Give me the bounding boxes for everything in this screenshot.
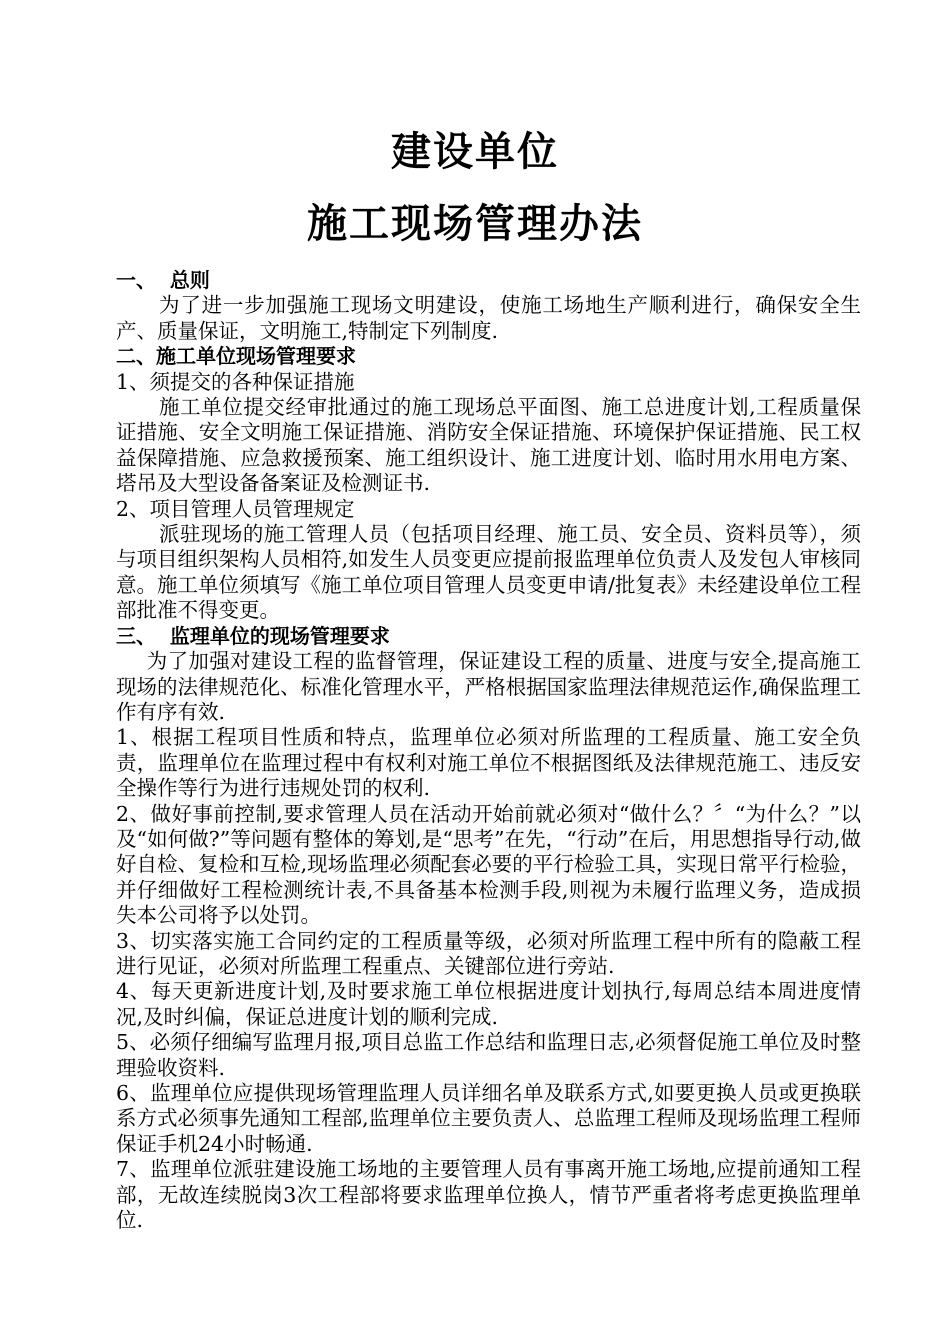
paragraph-supervision-intro: 为了加强对建设工程的监督管理，保证建设工程的质量、进度与安全,提高施工现场的法律规范化、标准化管理水平，严格根据国家监理法律规范运作,确保监理工作有序有效. <box>116 649 861 724</box>
doc-title-line2: 施工现场管理办法 <box>307 201 643 247</box>
paragraph-general: 为了进一步加强施工现场文明建设，使施工场地生产顺利进行，确保安全生产、质量保证，文明施工,特制定下列制度. <box>116 293 861 343</box>
doc-title-line1: 建设单位 <box>391 129 559 175</box>
section-heading-general: 一、 总则 <box>116 268 210 292</box>
list-item-supervision-1: 1、根据工程项目性质和特点，监理单位必须对所监理的工程质量、施工安全负责，监理单位在监理过程中有权利对施工单位不根据图纸及法律规范施工、违反安全操作等行为进行违规处罚的权利. <box>116 725 861 801</box>
list-item-supervision-5: 5、必须仔细编写监理月报,项目总监工作总结和监理日志,必须督促施工单位及时整理验收资料. <box>116 1030 861 1080</box>
list-item-supervision-6: 6、监理单位应提供现场管理监理人员详细名单及联系方式,如要更换人员或更换联系方式必须事先通知工程部,监理单位主要负责人、总监理工程师及现场监理工程师保证手机24小时畅通. <box>116 1081 861 1156</box>
document-body <box>116 268 861 1233</box>
paragraph-guarantees: 施工单位提交经审批通过的施工现场总平面图、施工总进度计划,工程质量保证措施、安全文明施工保证措施、消防安全保证措施、环境保护保证措施、民工权益保障措施、应急救援预案、施工组织设计、施工进度计划、临时用水用电方案、塔吊及大型设备备案证及检测证书. <box>116 395 861 496</box>
item-title-personnel: 2、项目管理人员管理规定 <box>116 496 355 521</box>
section-heading-supervision: 三、 监理单位的现场管理要求 <box>116 623 390 648</box>
section-heading-contractor: 二、施工单位现场管理要求 <box>116 344 356 369</box>
list-item-supervision-4: 4、每天更新进度计划,及时要求施工单位根据进度计划执行,每周总结本周进度情况,及时纠偏，保证总进度计划的顺利完成. <box>116 979 861 1029</box>
list-item-supervision-3: 3、切实落实施工合同约定的工程质量等级，必须对所监理工程中所有的隐蔽工程进行见证，必须对所监理工程重点、关键部位进行旁站. <box>116 928 861 978</box>
list-item-supervision-2: 2、做好事前控制,要求管理人员在活动开始前就必须对“做什么？〞“为什么？”以及“如何做?”等问题有整体的筹划,是“思考”在先，“行动”在后，用思想指导行动,做好自检、复检和互检,现场监理必须配套必要的平行检验工具，实现日常平行检验，并仔细做好工程检测统计表,不具备基本检测手段,则视为未履行监理义务，造成损失本公司将予以处罚。 <box>116 801 861 928</box>
paragraph-personnel: 派驻现场的施工管理人员（包括项目经理、施工员、安全员、资料员等），须与项目组织架构人员相符,如发生人员变更应提前报监理单位负责人及发包人审核同意。施工单位须填写《施工单位项目管理人员变更申请/批复表》未经建设单位工程部批准不得变更。 <box>116 522 861 623</box>
list-item-supervision-7: 7、监理单位派驻建设施工场地的主要管理人员有事离开施工场地,应提前通知工程部，无故连续脱岗3次工程部将要求监理单位换人，情节严重者将考虑更换监理单位. <box>116 1157 861 1233</box>
item-title-guarantees: 1、须提交的各种保证措施 <box>116 369 355 394</box>
